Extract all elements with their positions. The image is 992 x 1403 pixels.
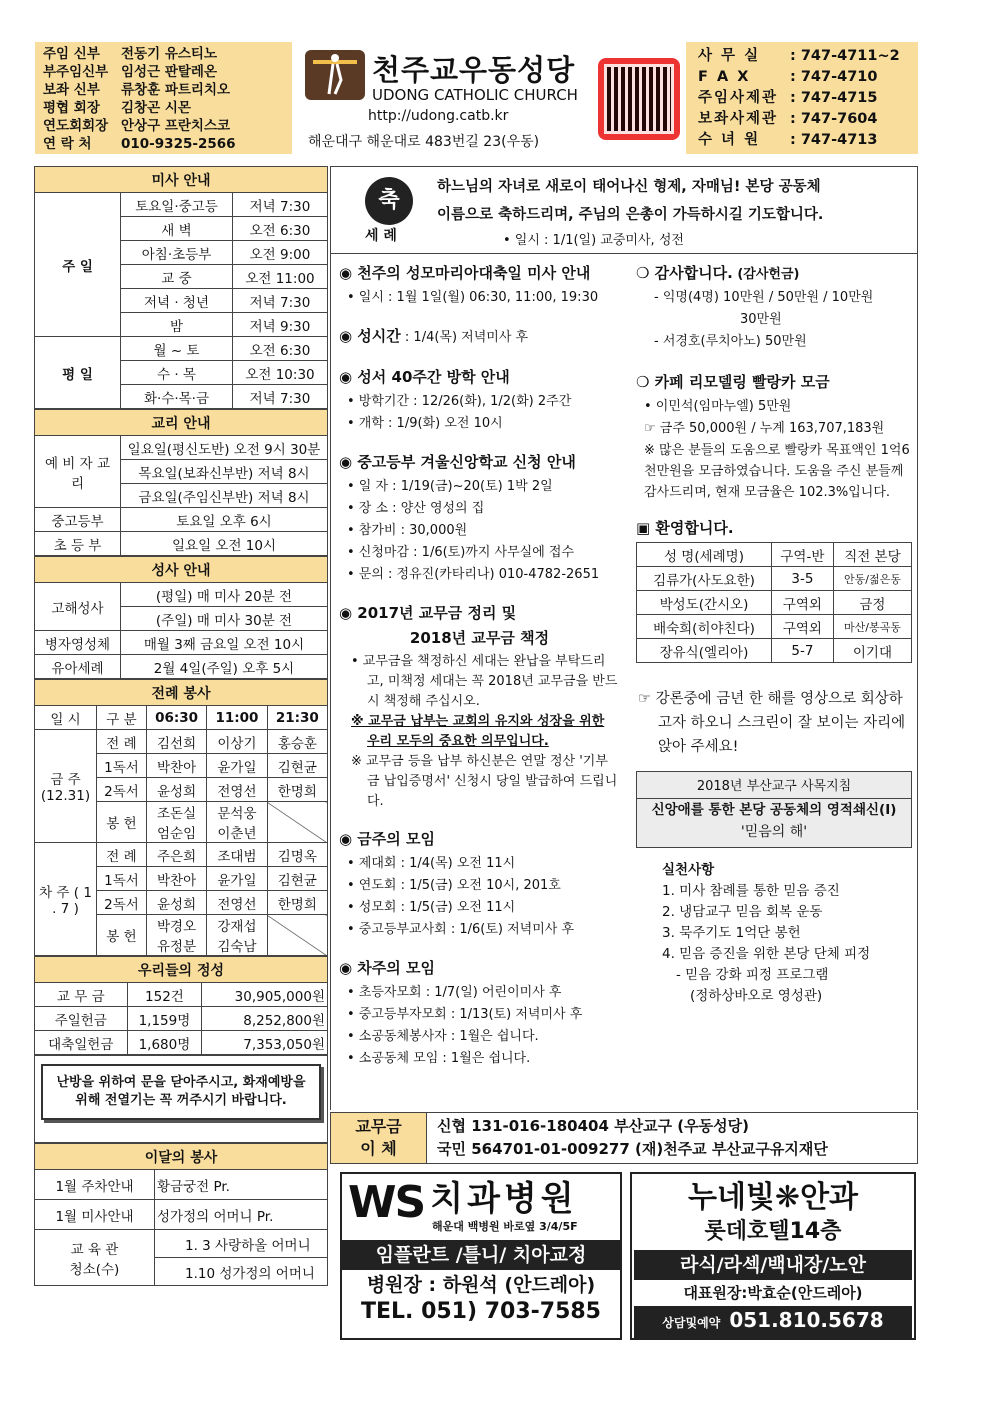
congrats-badge: 축 bbox=[365, 177, 413, 225]
mass-name: 토요일·중고등 bbox=[121, 193, 233, 217]
thanks-line: 30만원 bbox=[740, 312, 782, 327]
right-column bbox=[636, 254, 918, 1110]
monthly-duty: 1월 미사안내 bbox=[35, 1200, 155, 1230]
service-cell: 전 례 bbox=[97, 843, 147, 867]
offering-type: 주일헌금 bbox=[35, 1007, 128, 1031]
thanks-line: - 익명(4명) 10만원 / 50만원 / 10만원 bbox=[654, 290, 874, 305]
contact-row bbox=[698, 109, 906, 130]
monthly-group: 1. 3 사랑하올 어머니 bbox=[155, 1230, 328, 1258]
announcement-title: ◉ 천주의 성모마리아대축일 미사 안내 bbox=[339, 264, 591, 282]
welcome-cell: 구역외 bbox=[771, 591, 833, 615]
contact-row bbox=[698, 88, 906, 109]
church-name: 천주교우동성당 bbox=[372, 53, 576, 87]
offering-count: 1,159명 bbox=[127, 1007, 202, 1031]
announcement-line: • 제대회 : 1/4(목) 오전 11시 bbox=[347, 856, 516, 871]
offering-amount: 7,353,050원 bbox=[202, 1031, 328, 1055]
staff-role: 평협 회장 bbox=[43, 100, 100, 116]
contact-number[interactable]: : 747-4710 bbox=[790, 69, 878, 85]
service-header: 21:30 bbox=[267, 706, 327, 730]
thanks-line: - 서경호(루치아노) 50만원 bbox=[654, 334, 807, 349]
offering-title: 우리들의 정성 bbox=[35, 957, 328, 983]
mass-time: 오전 6:30 bbox=[232, 337, 327, 361]
monthly-duty: 교 육 관 청소(수) bbox=[35, 1230, 155, 1286]
doctrine-category: 초 등 부 bbox=[35, 532, 121, 556]
staff-name: 전동기 유스티노 bbox=[121, 46, 217, 62]
mass-name: 교 중 bbox=[121, 265, 233, 289]
eye-clinic-contact-label: 상담및예약 bbox=[662, 1316, 721, 1330]
welcome-cell: 구역외 bbox=[771, 615, 833, 639]
thanks-subtitle: (감사헌금) bbox=[732, 267, 800, 282]
practice-list bbox=[636, 848, 913, 1007]
mass-sunday-label: 주 일 bbox=[35, 193, 121, 337]
notice-area bbox=[34, 1055, 328, 1143]
eye-clinic-location: 롯데호텔14층 bbox=[704, 1219, 842, 1244]
mass-name: 저녁 · 청년 bbox=[121, 289, 233, 313]
staff-name: 김창곤 시몬 bbox=[121, 100, 191, 116]
welcome-cell: 장유식(엘리아) bbox=[637, 639, 772, 663]
service-cell: 김현균 bbox=[267, 867, 327, 891]
doctrine-time: 일요일(평신도반) 오전 9시 30분 bbox=[121, 436, 328, 460]
welcome-cell: 박성도(간시오) bbox=[637, 591, 772, 615]
service-cell: 박찬아 bbox=[146, 754, 206, 778]
welcome-cell: 김류가(사도요한) bbox=[637, 567, 772, 591]
doctrine-title: 교리 안내 bbox=[35, 410, 328, 436]
announcement-line: • 참가비 : 30,000원 bbox=[347, 523, 468, 538]
staff-name: 010-9325-2566 bbox=[121, 136, 236, 152]
monthly-group: 황금궁전 Pr. bbox=[155, 1170, 328, 1200]
church-logo bbox=[305, 50, 365, 100]
announcement-title: ◉ 차주의 모임 bbox=[339, 959, 435, 977]
announcement-section bbox=[339, 451, 620, 586]
account-line: 국민 564701-01-009277 (재)천주교 부산교구유지재단 bbox=[437, 1140, 828, 1158]
dental-logo: WS bbox=[348, 1177, 425, 1228]
announcement-title: ◉ 중고등부 겨울신앙학교 신청 안내 bbox=[339, 453, 576, 471]
mass-time: 오전 6:30 bbox=[232, 217, 327, 241]
monthly-duty: 1월 주차안내 bbox=[35, 1170, 155, 1200]
sacrament-title: 성사 안내 bbox=[35, 557, 328, 583]
offering-type: 교 무 금 bbox=[35, 983, 128, 1007]
announcement-line: • 성모회 : 1/5(금) 오전 11시 bbox=[347, 900, 516, 915]
staff-role: 연 락 처 bbox=[43, 136, 92, 152]
cafe-title: ❍ 카페 리모델링 빨랑카 모금 bbox=[636, 373, 830, 391]
announcement-line: • 일 자 : 1/19(금)~20(토) 1박 2일 bbox=[347, 479, 553, 494]
announcement-line: • 방학기간 : 12/26(화), 1/2(화) 2주간 bbox=[347, 394, 572, 409]
practice-item: (정하상바오로 영성관) bbox=[690, 988, 823, 1004]
staff-name: 류창훈 파트리치오 bbox=[121, 82, 231, 98]
eye-clinic-name-1: 누네빛 bbox=[687, 1180, 775, 1215]
staff-name: 안상구 프란치스코 bbox=[121, 118, 231, 134]
welcome-header: 성 명(세례명) bbox=[637, 543, 772, 567]
service-cell: 전영선 bbox=[207, 891, 267, 915]
pastoral-year: 2018년 부산교구 사목지침 bbox=[696, 779, 852, 794]
mass-time: 저녁 9:30 bbox=[232, 313, 327, 337]
monthly-service-table bbox=[34, 1143, 328, 1286]
eye-clinic-name-2: 안과 bbox=[800, 1180, 859, 1215]
announcement-title-2: 2018년 교무금 책정 bbox=[409, 629, 550, 647]
service-cell: 김명옥 bbox=[267, 843, 327, 867]
church-url[interactable]: http://udong.catb.kr bbox=[368, 108, 509, 124]
service-cell: 주은희 bbox=[146, 843, 206, 867]
announcement-line: • 소공동체봉사자 : 1월은 쉽니다. bbox=[347, 1029, 539, 1044]
announcement-title: ◉ 2017년 교무금 정리 및 bbox=[339, 604, 517, 622]
sermon-note: ☞ 강론중에 금년 한 해를 영상으로 회상하고자 하오니 스크린이 잘 보이는 자리에 앉아 주세요! bbox=[638, 691, 906, 755]
mass-time: 저녁 7:30 bbox=[232, 385, 327, 409]
staff-role: 보좌 신부 bbox=[43, 82, 100, 98]
doctrine-category: 예 비 자 교 리 bbox=[35, 436, 121, 508]
cafe-line: ☞ 금주 50,000원 / 누계 163,707,183원 bbox=[644, 421, 885, 436]
thanks-section bbox=[636, 262, 913, 353]
welcome-header: 구역-반 bbox=[771, 543, 833, 567]
practice-title: 실천사항 bbox=[662, 862, 715, 878]
welcome-cell: 이기대 bbox=[833, 639, 911, 663]
service-cell: 2독서 bbox=[97, 778, 147, 802]
announcement-section bbox=[339, 828, 620, 941]
pastoral-subtitle: '믿음의 해' bbox=[740, 824, 808, 840]
practice-item: - 믿음 강화 피정 프로그램 bbox=[676, 967, 829, 983]
dental-phone: TEL. 051) 703-7585 bbox=[361, 1299, 601, 1324]
dental-ad[interactable] bbox=[340, 1172, 622, 1340]
welcome-cell: 5-7 bbox=[771, 639, 833, 663]
mass-name: 수 · 목 bbox=[121, 361, 233, 385]
announcements-column bbox=[330, 254, 628, 1110]
staff-row bbox=[43, 63, 284, 81]
service-header: 11:00 bbox=[207, 706, 267, 730]
account-label-1: 교무금 bbox=[355, 1117, 402, 1136]
staff-row bbox=[43, 117, 284, 135]
church-address: 해운대구 해운대로 483번길 23(우동) bbox=[308, 134, 540, 150]
service-cell: 김선희 bbox=[146, 730, 206, 754]
welcome-title: ▣ 환영합니다. bbox=[636, 519, 734, 537]
announcement-line: • 문의 : 정유진(카타리나) 010-4782-2651 bbox=[347, 567, 600, 582]
service-cell: 이상기 bbox=[207, 730, 267, 754]
cafe-note: ※ 많은 분들의 도움으로 빨랑카 목표액인 1억6천만원을 모금하였습니다. 도움을 주신 분들께 감사드리며, 현재 모금율은 102.3%입니다. bbox=[644, 443, 910, 500]
service-cell: 전 례 bbox=[97, 730, 147, 754]
announcement-line: • 중고등부자모회 : 1/13(토) 저녁미사 후 bbox=[347, 1007, 583, 1022]
cafe-line: • 이민석(임마누엘) 5만원 bbox=[644, 399, 792, 414]
announcement-detail: : 1/4(목) 저녁미사 후 bbox=[400, 330, 529, 345]
dental-services: 임플란트 /틀니/ 치아교정 bbox=[342, 1240, 620, 1270]
confession-label: 고해성사 bbox=[35, 583, 121, 631]
confession-time: (평일) 매 미사 20분 전 bbox=[121, 583, 328, 607]
contact-row bbox=[698, 67, 906, 88]
pastoral-theme: 신앙애를 통한 본당 공동체의 영적쇄신(I) bbox=[637, 798, 911, 821]
welcome-header: 직전 본당 bbox=[833, 543, 911, 567]
service-cell: 문석웅 이춘년 bbox=[207, 802, 267, 843]
announcement-line: • 초등자모회 : 1/7(일) 어린이미사 후 bbox=[347, 985, 562, 1000]
staff-row bbox=[43, 135, 284, 153]
cafe-section bbox=[636, 371, 913, 503]
eye-clinic-phone: 051.810.5678 bbox=[729, 1308, 884, 1332]
mass-title: 미사 안내 bbox=[35, 167, 328, 193]
service-cell: 윤성희 bbox=[146, 778, 206, 802]
account-label-2: 이 체 bbox=[360, 1139, 397, 1158]
eye-clinic-services: 라식/라섹/백내장/노안 bbox=[634, 1250, 912, 1280]
service-cell: 박찬아 bbox=[146, 867, 206, 891]
contact-label: 주임사제관 bbox=[698, 90, 779, 106]
announcement-section bbox=[339, 325, 620, 346]
welcome-table bbox=[636, 542, 912, 663]
service-title: 전례 봉사 bbox=[35, 680, 328, 706]
baptism-label: 유아세례 bbox=[35, 655, 121, 679]
service-cell bbox=[267, 802, 327, 843]
doctrine-time: 목요일(보좌신부반) 저녁 8시 bbox=[121, 460, 328, 484]
baptism-time: 2월 4일(주일) 오후 5시 bbox=[121, 655, 328, 679]
service-cell: 강재섭 김숙남 bbox=[207, 915, 267, 956]
service-cell: 윤가일 bbox=[207, 754, 267, 778]
announcement-title: ◉ 성시간 : 1/4(목) 저녁미사 후 bbox=[339, 327, 529, 345]
announcement-section bbox=[339, 262, 620, 309]
staff-role: 부주임신부 bbox=[43, 64, 109, 80]
eye-clinic-name bbox=[632, 1174, 914, 1218]
mass-time: 오전 11:00 bbox=[232, 265, 327, 289]
mass-time: 저녁 7:30 bbox=[232, 193, 327, 217]
doctrine-time: 일요일 오전 10시 bbox=[121, 532, 328, 556]
service-header: 일 시 bbox=[35, 706, 97, 730]
contact-label: 사 무 실 bbox=[698, 48, 761, 64]
eye-clinic-contact bbox=[634, 1306, 912, 1338]
offering-count: 1,680명 bbox=[127, 1031, 202, 1055]
offering-amount: 8,252,800원 bbox=[202, 1007, 328, 1031]
announcement-title: ◉ 성서 40주간 방학 안내 bbox=[339, 368, 510, 386]
sun-icon: ❋ bbox=[774, 1180, 801, 1215]
service-cell bbox=[267, 915, 327, 956]
service-cell: 조돈실 엄순임 bbox=[146, 802, 206, 843]
announcement-section bbox=[339, 602, 620, 812]
mass-name: 새 벽 bbox=[121, 217, 233, 241]
practice-item: 3. 묵주기도 1억단 봉헌 bbox=[662, 925, 801, 941]
service-cell: 1독서 bbox=[97, 754, 147, 778]
contact-number[interactable]: : 747-4715 bbox=[790, 90, 878, 106]
mass-time: 저녁 7:30 bbox=[232, 289, 327, 313]
staff-row bbox=[43, 45, 284, 63]
announcement-line: • 일시 : 1월 1일(월) 06:30, 11:00, 19:30 bbox=[347, 290, 599, 305]
welcome-cell: 마산/봉곡동 bbox=[833, 615, 911, 639]
confession-time: (주일) 매 미사 30분 전 bbox=[121, 607, 328, 631]
monthly-group: 성가정의 어머니 Pr. bbox=[155, 1200, 328, 1230]
congrats-date: • 일시 : 1/1(일) 교중미사, 성전 bbox=[503, 233, 684, 248]
mass-name: 월 ~ 토 bbox=[121, 337, 233, 361]
service-cell: 한명희 bbox=[267, 778, 327, 802]
contact-box bbox=[686, 42, 918, 154]
staff-role: 연도회회장 bbox=[43, 118, 109, 134]
service-cell: 전영선 bbox=[207, 778, 267, 802]
sick-communion-label: 병자영성체 bbox=[35, 631, 121, 655]
offering-type: 대축일헌금 bbox=[35, 1031, 128, 1055]
eye-clinic-ad[interactable] bbox=[630, 1172, 916, 1340]
mass-name: 아침·초등부 bbox=[121, 241, 233, 265]
announcement-line: • 소공동체 모임 : 1월은 쉽니다. bbox=[347, 1051, 531, 1066]
staff-box bbox=[35, 42, 292, 154]
service-cell: 윤가일 bbox=[207, 867, 267, 891]
congrats-line1: 하느님의 자녀로 새로이 태어나신 형제, 자매님! 본당 공동체 bbox=[437, 179, 821, 195]
account-label bbox=[331, 1113, 427, 1163]
mass-name: 화·수·목·금 bbox=[121, 385, 233, 409]
contact-row bbox=[698, 46, 906, 67]
welcome-cell: 안동/젊은동 bbox=[833, 567, 911, 591]
contact-label: 보좌사제관 bbox=[698, 111, 779, 127]
service-week-label: 금 주 (12.31) bbox=[35, 730, 97, 843]
practice-item: 4. 믿음 증진을 위한 본당 단체 피정 bbox=[662, 946, 871, 962]
sick-communion-time: 매월 3째 금요일 오전 10시 bbox=[121, 631, 328, 655]
church-name-en: UDONG CATHOLIC CHURCH bbox=[372, 86, 578, 104]
announcement-title: ◉ 금주의 모임 bbox=[339, 830, 435, 848]
mass-name: 밤 bbox=[121, 313, 233, 337]
pastoral-box bbox=[636, 771, 912, 848]
service-cell: 김현균 bbox=[267, 754, 327, 778]
contact-number[interactable]: : 747-4711~2 bbox=[790, 48, 900, 64]
announcement-line: • 장 소 : 양산 영성의 집 bbox=[347, 501, 485, 516]
qr-code-icon bbox=[598, 58, 680, 140]
service-header: 06:30 bbox=[146, 706, 206, 730]
announcement-line: • 연도회 : 1/5(금) 오전 10시, 201호 bbox=[347, 878, 561, 893]
announcement-line: • 신청마감 : 1/6(토)까지 사무실에 접수 bbox=[347, 545, 575, 560]
contact-number[interactable]: : 747-7604 bbox=[790, 111, 878, 127]
offering-count: 152건 bbox=[127, 983, 202, 1007]
mass-weekday-label: 평 일 bbox=[35, 337, 121, 409]
announcement-line: ※ 교무금 등을 납부 하신분은 연말 정산 '기부금 납입증명서' 신청시 당일 발급하여 드립니다. bbox=[351, 754, 618, 809]
service-table bbox=[34, 679, 328, 956]
sacrament-table bbox=[34, 556, 328, 679]
service-cell: 박경오 유정분 bbox=[146, 915, 206, 956]
practice-item: 2. 냉담교구 믿음 회복 운동 bbox=[662, 904, 823, 920]
congrats-type: 세 례 bbox=[365, 228, 397, 244]
doctrine-time: 금요일(주임신부반) 저녁 8시 bbox=[121, 484, 328, 508]
mass-time: 오전 9:00 bbox=[232, 241, 327, 265]
monthly-group: 1.10 성가정의 어머니 bbox=[155, 1258, 328, 1286]
announcement-line: • 개학 : 1/9(화) 오전 10시 bbox=[347, 416, 503, 431]
welcome-section bbox=[636, 517, 913, 663]
doctrine-table bbox=[34, 409, 328, 556]
announcement-section bbox=[339, 957, 620, 1070]
announcement-line: ※ 교무금 납부는 교회의 유지와 성장을 위한 우리 모두의 중요한 의무입니다. bbox=[351, 714, 605, 749]
service-cell: 1독서 bbox=[97, 867, 147, 891]
service-cell: 봉 헌 bbox=[97, 915, 147, 956]
welcome-cell: 3-5 bbox=[771, 567, 833, 591]
congrats-box bbox=[330, 166, 918, 254]
staff-row bbox=[43, 99, 284, 117]
service-cell: 2독서 bbox=[97, 891, 147, 915]
mass-time: 오전 10:30 bbox=[232, 361, 327, 385]
offering-amount: 30,905,000원 bbox=[202, 983, 328, 1007]
thanks-title: ❍ 감사합니다. bbox=[636, 264, 733, 282]
left-column bbox=[34, 166, 328, 1286]
staff-row bbox=[43, 81, 284, 99]
offering-table bbox=[34, 956, 328, 1055]
staff-role: 주임 신부 bbox=[43, 46, 100, 62]
congrats-line2: 이름으로 축하드리며, 주님의 은총이 가득하시길 기도합니다. bbox=[437, 207, 824, 223]
service-cell: 한명희 bbox=[267, 891, 327, 915]
service-cell: 조대범 bbox=[207, 843, 267, 867]
announcement-line: • 교무금을 책정하신 세대는 완납을 부탁드리고, 미책정 세대는 꼭 2018년 교무금을 반드시 책정해 주십시오. bbox=[351, 654, 618, 709]
contact-label: F A X bbox=[698, 69, 751, 85]
service-week-label: 차 주 ( 1 . 7 ) bbox=[35, 843, 97, 956]
announcement-section bbox=[339, 366, 620, 435]
service-cell: 윤성희 bbox=[146, 891, 206, 915]
service-cell: 홍승훈 bbox=[267, 730, 327, 754]
monthly-title: 이달의 봉사 bbox=[35, 1144, 328, 1170]
doctrine-time: 토요일 오후 6시 bbox=[121, 508, 328, 532]
service-header: 구 분 bbox=[97, 706, 147, 730]
contact-number[interactable]: : 747-4713 bbox=[790, 132, 878, 148]
welcome-cell: 금정 bbox=[833, 591, 911, 615]
contact-row bbox=[698, 130, 906, 151]
doctrine-category: 중고등부 bbox=[35, 508, 121, 532]
staff-name: 임성근 판탈레온 bbox=[121, 64, 217, 80]
account-box bbox=[330, 1112, 918, 1164]
contact-label: 수 녀 원 bbox=[698, 132, 761, 148]
account-line: 신협 131-016-180404 부산교구 (우동성당) bbox=[437, 1117, 749, 1135]
practice-item: 1. 미사 참례를 통한 믿음 증진 bbox=[662, 883, 840, 899]
mass-table bbox=[34, 166, 328, 409]
welcome-cell: 배숙희(히야친다) bbox=[637, 615, 772, 639]
announcement-line: • 중고등부교사회 : 1/6(토) 저녁미사 후 bbox=[347, 922, 575, 937]
dental-name: 치과병원 bbox=[430, 1179, 578, 1219]
service-cell: 봉 헌 bbox=[97, 802, 147, 843]
eye-clinic-director: 대표원장:박효순(안드레아) bbox=[683, 1284, 863, 1302]
heating-notice: 난방을 위하여 문을 닫아주시고, 화재예방을 위해 전열기는 꼭 꺼주시기 바랍니다. bbox=[41, 1064, 321, 1120]
dental-location: 해운대 백병원 바로옆 3/4/5F bbox=[431, 1220, 578, 1233]
dental-director: 병원장 : 하원석 (안드레아) bbox=[366, 1274, 596, 1296]
